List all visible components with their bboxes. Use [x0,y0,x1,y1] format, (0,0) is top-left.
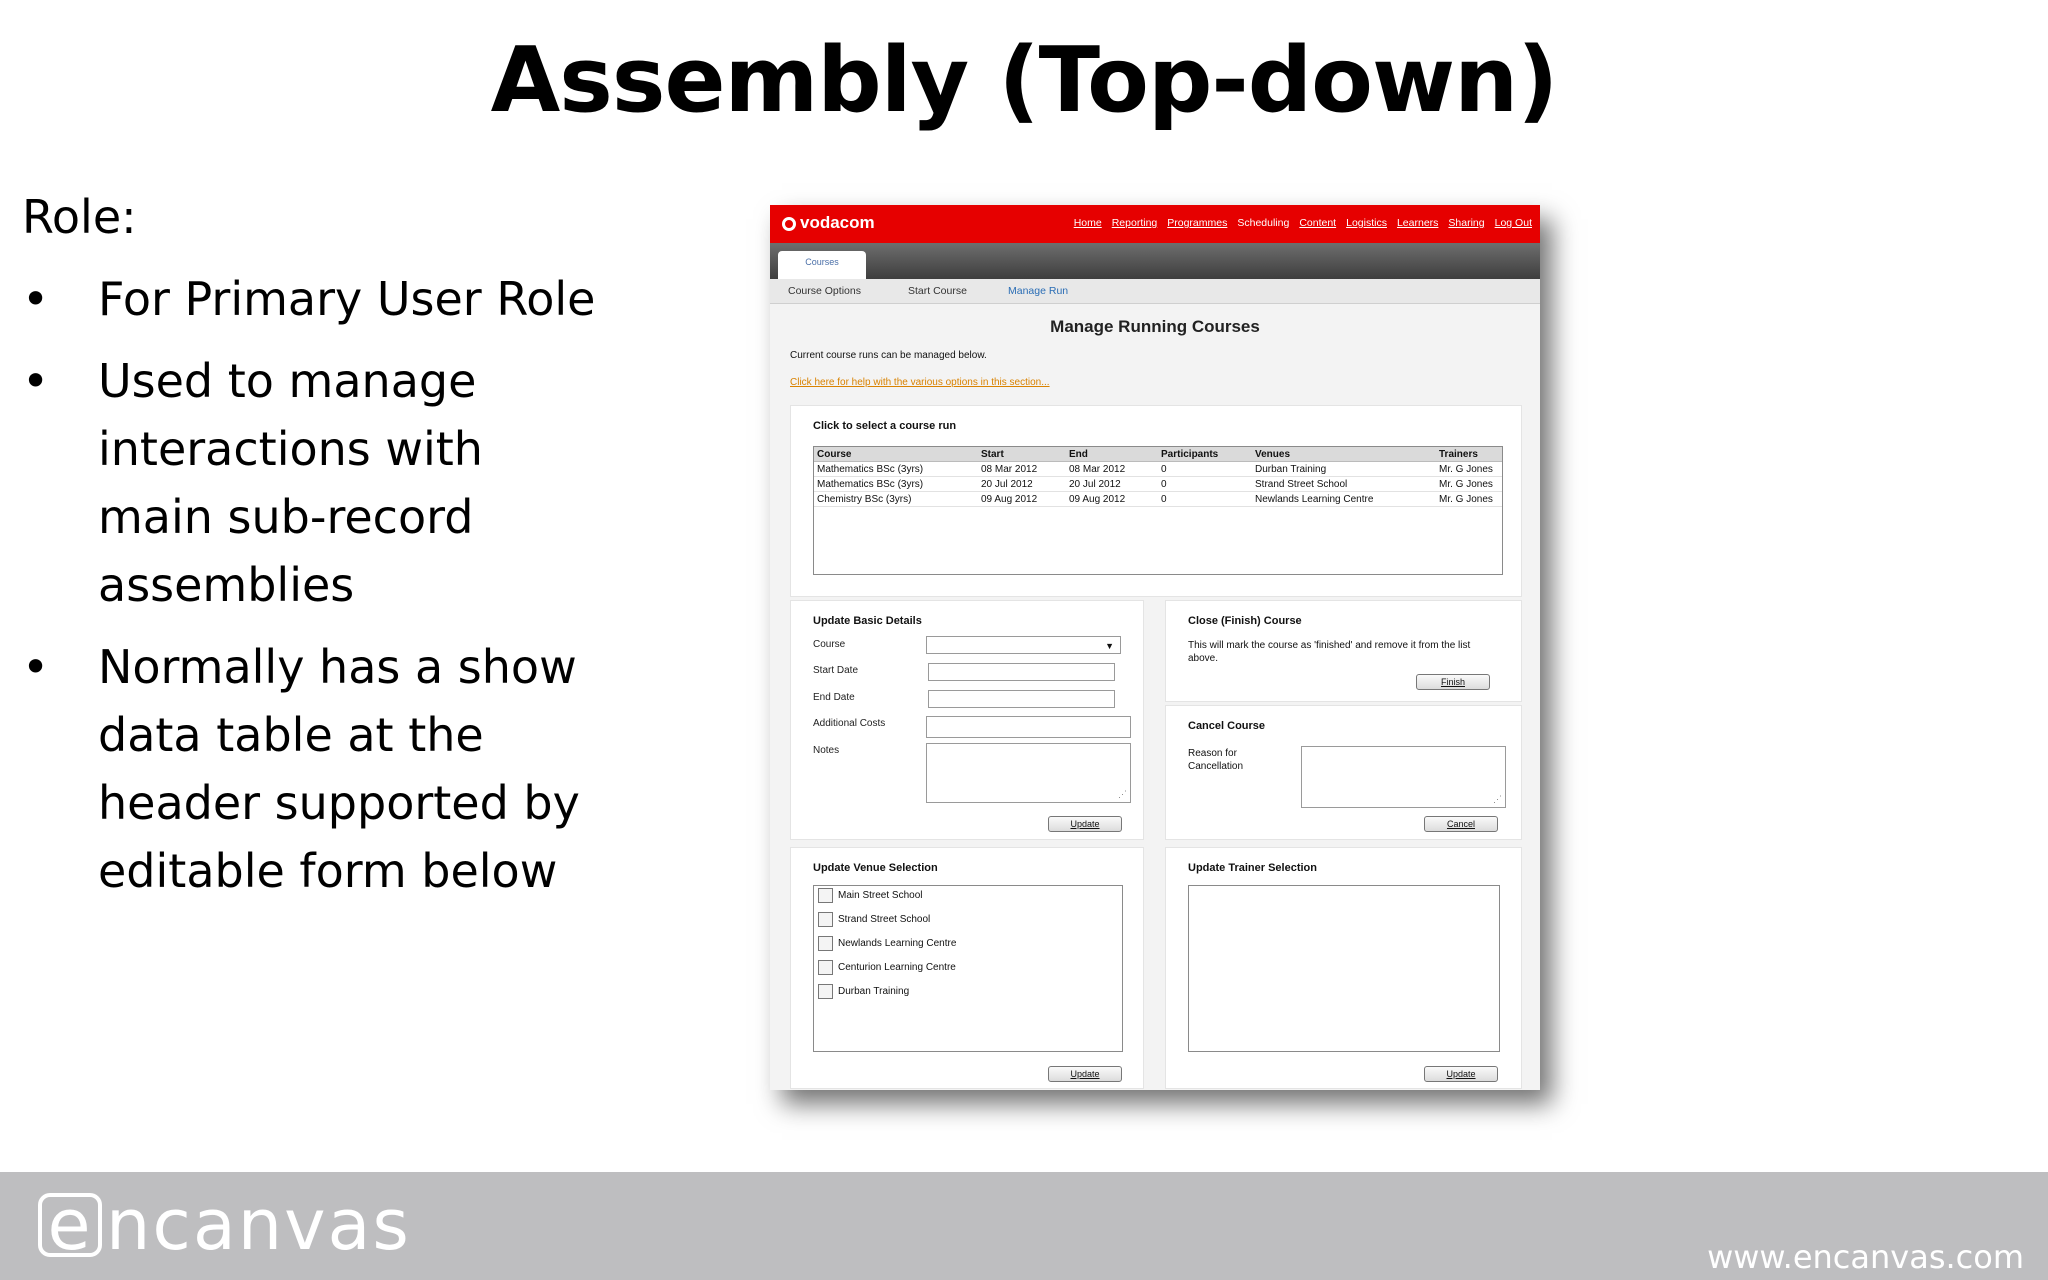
notes-textarea[interactable] [926,743,1131,803]
cell-course: Mathematics BSc (3yrs) [814,462,978,477]
venue-list [813,885,1123,1052]
bullet-icon: • [22,354,50,408]
column-header[interactable]: Course [814,447,978,462]
start-date-label: Start Date [813,665,859,676]
bullet-item [22,347,518,619]
bullet-item [22,633,638,905]
venue-option[interactable] [818,960,956,975]
column-header[interactable]: Participants [1158,447,1252,462]
app-header [770,205,1540,243]
notes-label: Notes [813,745,840,756]
venue-option[interactable] [818,888,923,903]
cell-trainers: Mr. G Jones [1436,462,1502,477]
vodacom-logo-icon [782,217,796,231]
bullet-item [22,265,642,333]
nav-scheduling[interactable]: Scheduling [1237,217,1290,229]
venue-option[interactable] [818,936,956,951]
venue-label: Newlands Learning Centre [838,938,957,950]
cell-start: 09 Aug 2012 [978,492,1066,507]
nav-programmes[interactable]: Programmes [1167,217,1228,229]
cell-end: 20 Jul 2012 [1066,477,1158,492]
venue-label: Main Street School [838,890,923,902]
table-row[interactable] [814,462,1502,477]
nav-learners[interactable]: Learners [1396,217,1439,229]
trainer-selection-panel [1165,847,1522,1089]
finish-button[interactable]: Finish [1416,674,1490,690]
column-header[interactable]: End [1066,447,1158,462]
course-label: Course [813,639,846,650]
bullet-text: Used to manage interactions with main sub-record assemblies [98,354,483,612]
table-row[interactable] [814,492,1502,507]
cell-venues: Strand Street School [1252,477,1436,492]
close-course-panel [1165,600,1522,702]
site-url: www.encanvas.com [1707,1238,2024,1276]
resize-handle-icon[interactable]: ⋰ [1493,794,1502,804]
nav-content[interactable]: Content [1299,217,1337,229]
panel-title: Update Basic Details [813,615,922,627]
venue-label: Strand Street School [838,914,931,926]
course-runs-panel [790,405,1522,597]
nav-reporting[interactable]: Reporting [1111,217,1158,229]
cell-participants: 0 [1158,477,1252,492]
cell-start: 20 Jul 2012 [978,477,1066,492]
cell-trainers: Mr. G Jones [1436,492,1502,507]
intro-text: Current course runs can be managed below. [790,350,987,361]
top-nav [1074,217,1532,229]
subnav-manage-run[interactable]: Manage Run [1008,285,1069,297]
venue-selection-panel [790,847,1144,1089]
app-screenshot [770,205,1540,1090]
page-heading: Manage Running Courses [1050,317,1260,336]
chevron-down-icon: ▼ [1105,641,1114,651]
role-label: Role: [22,190,137,244]
sub-nav [770,279,1540,304]
end-date-input[interactable] [928,690,1115,708]
table-header-row [814,447,1502,462]
panel-title: Cancel Course [1188,720,1266,732]
cell-venues: Durban Training [1252,462,1436,477]
help-link[interactable]: Click here for help with the various options in this section... [790,377,1050,388]
checkbox[interactable] [818,984,833,999]
update-details-button[interactable]: Update [1048,816,1122,832]
bullet-text: For Primary User Role [98,272,596,326]
course-select[interactable] [926,636,1121,654]
logo-mark: e [38,1193,102,1257]
venue-option[interactable] [818,984,909,999]
subnav-start-course[interactable]: Start Course [908,285,967,297]
panel-title: Update Trainer Selection [1188,862,1317,874]
nav-log-out[interactable]: Log Out [1494,217,1532,229]
column-header[interactable]: Venues [1252,447,1436,462]
panel-title: Click to select a course run [813,420,957,432]
footer-bar [0,1172,2048,1280]
nav-home[interactable]: Home [1073,217,1102,229]
cell-venues: Newlands Learning Centre [1252,492,1436,507]
cell-start: 08 Mar 2012 [978,462,1066,477]
slide-title: Assembly (Top-down) [490,28,1558,133]
cell-participants: 0 [1158,462,1252,477]
cell-trainers: Mr. G Jones [1436,477,1502,492]
bullet-icon: • [22,272,50,326]
checkbox[interactable] [818,936,833,951]
brand-name: vodacom [800,213,875,232]
cell-end: 08 Mar 2012 [1066,462,1158,477]
nav-logistics[interactable]: Logistics [1346,217,1387,229]
additional-costs-input[interactable] [926,716,1131,738]
nav-sharing[interactable]: Sharing [1448,217,1485,229]
reason-label: Reason for Cancellation [1188,748,1244,772]
column-header[interactable]: Trainers [1436,447,1502,462]
tab-courses[interactable]: Courses [778,251,866,279]
close-course-text: This will mark the course as 'finished' and remove it from the list above. [1188,640,1471,664]
cell-participants: 0 [1158,492,1252,507]
table-row[interactable] [814,477,1502,492]
venue-option[interactable] [818,912,930,927]
bullet-icon: • [22,640,50,694]
cancel-course-panel [1165,705,1522,840]
cancel-course-button[interactable]: Cancel [1424,816,1498,832]
end-date-label: End Date [813,692,855,703]
encanvas-logo [38,1184,411,1266]
venue-label: Centurion Learning Centre [838,962,956,974]
resize-handle-icon[interactable]: ⋰ [1118,789,1127,799]
start-date-input[interactable] [928,663,1115,681]
basic-details-panel [790,600,1144,840]
subnav-course-options[interactable]: Course Options [788,285,861,297]
update-venues-button[interactable]: Update [1048,1066,1122,1082]
update-trainers-button[interactable]: Update [1424,1066,1498,1082]
venue-label: Durban Training [838,986,910,998]
trainer-list[interactable] [1188,885,1500,1052]
cell-course: Chemistry BSc (3yrs) [814,492,978,507]
column-header[interactable]: Start [978,447,1066,462]
checkbox[interactable] [818,912,833,927]
additional-costs-label: Additional Costs [813,718,886,729]
logo-text: ncanvas [106,1184,411,1266]
checkbox[interactable] [818,888,833,903]
panel-title: Close (Finish) Course [1188,615,1302,627]
cell-end: 09 Aug 2012 [1066,492,1158,507]
bullet-text: Normally has a show data table at the header supported by editable form below [98,640,580,898]
course-runs-table [813,446,1503,575]
panel-title: Update Venue Selection [813,862,938,874]
reason-textarea[interactable] [1301,746,1506,808]
checkbox[interactable] [818,960,833,975]
cell-course: Mathematics BSc (3yrs) [814,477,978,492]
brand-logo [782,213,875,233]
bullet-list [22,265,642,919]
tab-strip [770,243,1540,279]
